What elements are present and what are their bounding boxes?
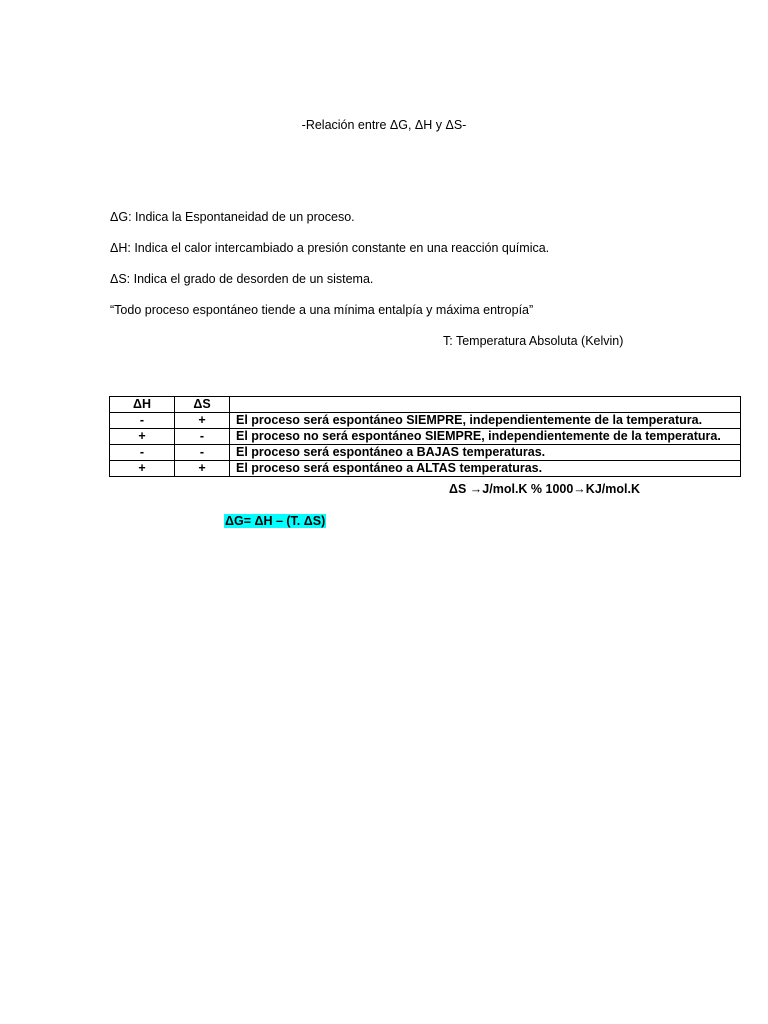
definition-delta-h: ΔH: Indica el calor intercambiado a presión constante en una reacción química. — [110, 241, 550, 255]
cell-delta-h: - — [110, 445, 175, 461]
definition-delta-s: ΔS: Indica el grado de desorden de un sistema. — [110, 272, 374, 286]
cell-description: El proceso será espontáneo a BAJAS temperaturas. — [230, 445, 741, 461]
header-delta-s: ΔS — [175, 397, 230, 413]
table-row — [110, 413, 741, 429]
cell-description: El proceso no será espontáneo SIEMPRE, independientemente de la temperatura. — [230, 429, 741, 445]
header-delta-h: ΔH — [110, 397, 175, 413]
table-row — [110, 461, 741, 477]
cell-description: El proceso será espontáneo a ALTAS temperaturas. — [230, 461, 741, 477]
table-row — [110, 429, 741, 445]
document-title: -Relación entre ΔG, ΔH y ΔS- — [301, 118, 467, 132]
cell-delta-s: + — [175, 413, 230, 429]
table-row — [110, 445, 741, 461]
header-description — [230, 397, 741, 413]
table-header-row — [110, 397, 741, 413]
cell-description: El proceso será espontáneo SIEMPRE, independientemente de la temperatura. — [230, 413, 741, 429]
cell-delta-s: + — [175, 461, 230, 477]
spontaneity-table — [109, 396, 741, 477]
temperature-note: T: Temperatura Absoluta (Kelvin) — [443, 334, 624, 348]
spontaneity-quote: “Todo proceso espontáneo tiende a una mínima entalpía y máxima entropía” — [110, 303, 534, 317]
cell-delta-s: - — [175, 429, 230, 445]
definition-delta-g: ΔG: Indica la Espontaneidad de un proceso. — [110, 210, 355, 224]
cell-delta-s: - — [175, 445, 230, 461]
entropy-units-note: ΔS →J/mol.K % 1000→KJ/mol.K — [449, 482, 640, 496]
cell-delta-h: + — [110, 429, 175, 445]
gibbs-formula: ΔG= ΔH – (T. ΔS) — [225, 514, 326, 528]
cell-delta-h: + — [110, 461, 175, 477]
cell-delta-h: - — [110, 413, 175, 429]
